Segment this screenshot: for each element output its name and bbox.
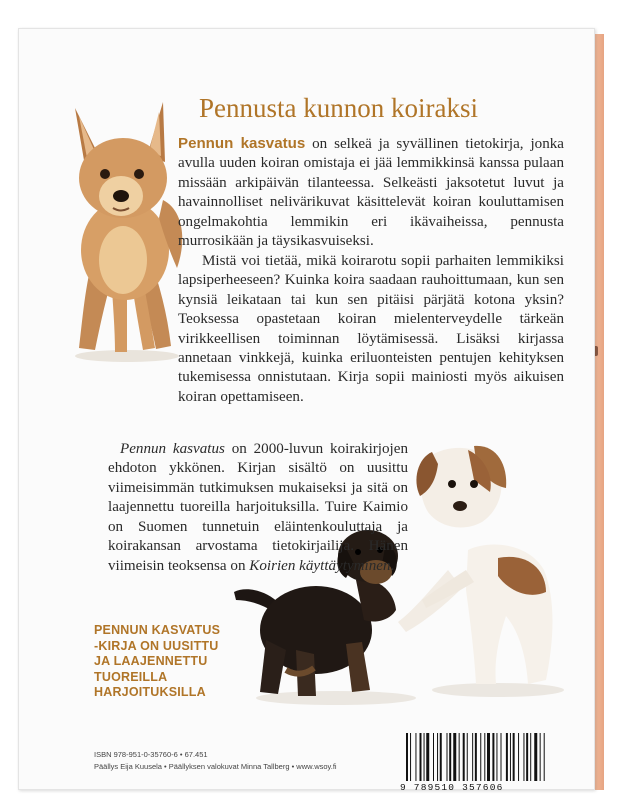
barcode-bar [540, 733, 541, 781]
barcode-bar [501, 733, 502, 781]
callout-text [94, 623, 244, 701]
description-text [178, 134, 564, 407]
barcode-bar [496, 733, 497, 781]
book-title: Pennusta kunnon koiraksi [199, 93, 478, 123]
callout-line: TUOREILLA [94, 669, 168, 684]
barcode-bar [526, 733, 528, 781]
paragraph-1 [178, 134, 564, 252]
barcode-bar [440, 733, 442, 781]
paragraph-3-title: Pennun kasvatus [120, 441, 225, 457]
paragraph-3-book: Koirien käyttäytyminen [249, 557, 391, 574]
callout-line: JA LAAJENNETTU [94, 654, 208, 669]
barcode-bar [410, 733, 411, 781]
paragraph-1-body: on selkeä ja syvällinen tietokirja, jonka avulla uuden koiran omistaja ei jää lemmikkinsä kanssa pulaan missään arkipäivän tilanteessa. Selkeästi jaksotetut luvut ja havainnolliset nelivärikuvat käsittelevät koiran kouluttamisen ongelmakohtia lemmikin eri ikävaiheissa, pennusta murrosikään ja täysikasvuiseksi. [178, 136, 564, 250]
barcode-bar [472, 733, 473, 781]
barcode-bar [513, 733, 515, 781]
callout-line: PENNUN KASVATUS [94, 623, 221, 637]
paragraph-2: Mistä voi tietää, mikä koirarotu sopii parhaiten lemmikiksi lapsiperheeseen? Kuinka koira saadaan rauhoittumaan, kun sen kynsiä leikataan tai kun sen pitäisi pärjätä kotona yksin? Teoksessa opastetaan koiran mielenterveydelle tärkeän virikkeellisen toiminnan löytämisessä. Lisäksi kirjassa annetaan vinkkejä, kuinka eriluonteisten pentujen kehityksen tukemisessa onnistutaan. Kirja sopii mainiosti myös aikuisen koiran opettamiseen. [178, 252, 564, 405]
paragraph-1-lead: Pennun kasvatus [178, 135, 306, 152]
callout-line: -KIRJA ON UUSITTU [94, 638, 219, 653]
barcode-bar [437, 733, 438, 781]
barcode-bar [420, 733, 422, 781]
barcode-bar [510, 733, 511, 781]
barcode-bar [406, 733, 408, 781]
barcode [404, 733, 576, 781]
barcode-bar [426, 733, 429, 781]
barcode-bar [523, 733, 524, 781]
paragraph-3-end: . [390, 557, 395, 574]
barcode-bar [487, 733, 490, 781]
barcode-bar [534, 733, 537, 781]
barcode-bar [544, 733, 545, 781]
barcode-bar [415, 733, 416, 781]
barcode-bar [449, 733, 451, 781]
barcode-bar [480, 733, 481, 781]
barcode-bar [492, 733, 494, 781]
barcode-bar [484, 733, 485, 781]
credits-line: Päällys Eija Kuusela • Päällyksen valokuvat Minna Tallberg • www.wsoy.fi [94, 762, 337, 771]
barcode-bar [475, 733, 477, 781]
barcode-bar [506, 733, 508, 781]
barcode-bar [518, 733, 519, 781]
barcode-number: 9 789510 357606 [400, 782, 504, 793]
isbn-line: ISBN 978-951-0-35760-6 • 67.451 [94, 750, 208, 759]
puppy-photo-top [55, 100, 195, 370]
barcode-bar [453, 733, 456, 781]
barcode-bar [467, 733, 468, 781]
barcode-bar [459, 733, 460, 781]
barcode-bar [424, 733, 425, 781]
callout-line: HARJOITUKSILLA [94, 685, 206, 700]
barcode-bar [463, 733, 465, 781]
paragraph-3-body: on 2000-luvun koirakirjojen ehdoton ykkönen. Kirjan sisältö on uusittu viimeisimmän tutkimuksen mukaiseksi ja sitä on laajennettu tuoreilla harjoituksilla. Tuire Kaimio on Suomen tunnetuin eläintenkouluttaja ja koirakansan arvostama tietokirjailija. Hänen viimeisin teoksensa on [108, 441, 408, 574]
barcode-bar [433, 733, 434, 781]
barcode-bar [447, 733, 448, 781]
barcode-bar [530, 733, 531, 781]
paragraph-3 [108, 440, 408, 576]
